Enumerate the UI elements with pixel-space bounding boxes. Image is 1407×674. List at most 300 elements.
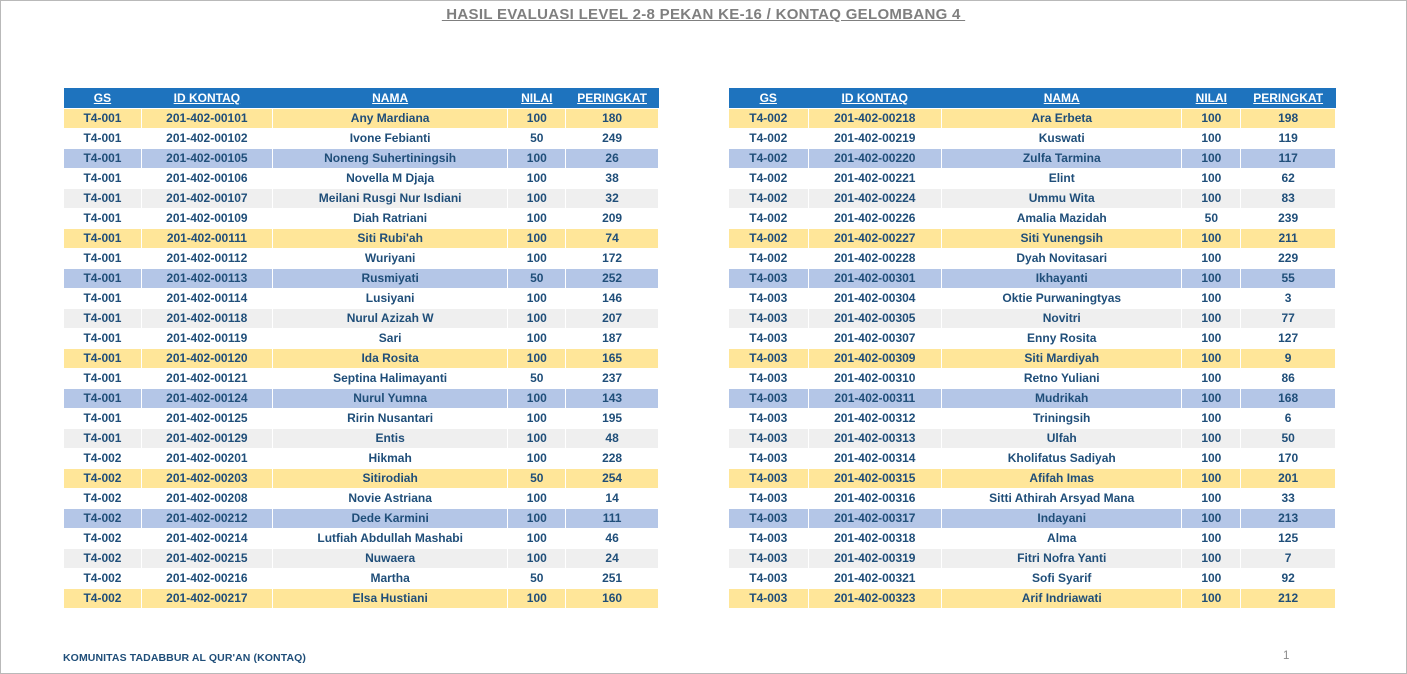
cell-gs: T4-002 (729, 168, 809, 188)
cell-id-kontaq: 201-402-00321 (808, 568, 942, 588)
table-row (64, 348, 659, 368)
cell-nilai: 100 (508, 448, 566, 468)
cell-nama: Elint (942, 168, 1182, 188)
cell-nama: Arif Indriawati (942, 588, 1182, 608)
cell-peringkat: 50 (1241, 428, 1336, 448)
cell-id-kontaq: 201-402-00218 (808, 108, 942, 128)
cell-nama: Meilani Rusgi Nur Isdiani (272, 188, 508, 208)
cell-nilai: 100 (508, 328, 566, 348)
cell-peringkat: 146 (566, 288, 659, 308)
cell-gs: T4-003 (729, 428, 809, 448)
column-header-gs: GS (729, 88, 809, 108)
cell-nama: Triningsih (942, 408, 1182, 428)
cell-peringkat: 252 (566, 268, 659, 288)
table-row (729, 328, 1336, 348)
table-row (729, 348, 1336, 368)
cell-gs: T4-003 (729, 308, 809, 328)
cell-peringkat: 211 (1241, 228, 1336, 248)
cell-id-kontaq: 201-402-00107 (141, 188, 272, 208)
cell-nilai: 100 (1182, 128, 1241, 148)
cell-gs: T4-003 (729, 368, 809, 388)
cell-id-kontaq: 201-402-00226 (808, 208, 942, 228)
table-row (729, 148, 1336, 168)
cell-nama: Siti Rubi'ah (272, 228, 508, 248)
column-header-nama: NAMA (942, 88, 1182, 108)
cell-id-kontaq: 201-402-00219 (808, 128, 942, 148)
cell-nama: Novitri (942, 308, 1182, 328)
cell-nama: Diah Ratriani (272, 208, 508, 228)
cell-nilai: 100 (508, 168, 566, 188)
cell-peringkat: 9 (1241, 348, 1336, 368)
cell-gs: T4-001 (64, 108, 142, 128)
cell-id-kontaq: 201-402-00227 (808, 228, 942, 248)
cell-gs: T4-003 (729, 388, 809, 408)
table-row (64, 148, 659, 168)
page-title: HASIL EVALUASI LEVEL 2-8 PEKAN KE-16 / KONTAQ GELOMBANG 4 (441, 6, 966, 23)
cell-peringkat: 7 (1241, 548, 1336, 568)
cell-id-kontaq: 201-402-00102 (141, 128, 272, 148)
cell-nilai: 100 (508, 288, 566, 308)
table-row (729, 528, 1336, 548)
cell-id-kontaq: 201-402-00307 (808, 328, 942, 348)
cell-id-kontaq: 201-402-00214 (141, 528, 272, 548)
cell-nilai: 100 (1182, 468, 1241, 488)
cell-peringkat: 119 (1241, 128, 1336, 148)
cell-peringkat: 160 (566, 588, 659, 608)
cell-nama: Kuswati (942, 128, 1182, 148)
table-row (64, 548, 659, 568)
table-row (729, 108, 1336, 128)
cell-nama: Ivone Febianti (272, 128, 508, 148)
table-row (729, 588, 1336, 608)
cell-gs: T4-002 (729, 128, 809, 148)
table-row (729, 228, 1336, 248)
table-row (64, 528, 659, 548)
cell-peringkat: 195 (566, 408, 659, 428)
cell-nama: Retno Yuliani (942, 368, 1182, 388)
cell-nama: Entis (272, 428, 508, 448)
cell-gs: T4-003 (729, 528, 809, 548)
cell-peringkat: 127 (1241, 328, 1336, 348)
cell-id-kontaq: 201-402-00314 (808, 448, 942, 468)
cell-peringkat: 239 (1241, 208, 1336, 228)
table-row (64, 488, 659, 508)
cell-gs: T4-002 (64, 548, 142, 568)
cell-nilai: 100 (508, 108, 566, 128)
cell-gs: T4-002 (729, 208, 809, 228)
cell-gs: T4-001 (64, 288, 142, 308)
page-number: 1 (1283, 650, 1290, 662)
cell-nama: Indayani (942, 508, 1182, 528)
cell-id-kontaq: 201-402-00215 (141, 548, 272, 568)
cell-gs: T4-001 (64, 328, 142, 348)
cell-nilai: 100 (1182, 268, 1241, 288)
cell-nama: Novella M Djaja (272, 168, 508, 188)
cell-id-kontaq: 201-402-00316 (808, 488, 942, 508)
cell-nama: Sitti Athirah Arsyad Mana (942, 488, 1182, 508)
cell-gs: T4-001 (64, 228, 142, 248)
table-row (64, 208, 659, 228)
cell-nama: Enny Rosita (942, 328, 1182, 348)
cell-gs: T4-002 (729, 188, 809, 208)
cell-id-kontaq: 201-402-00203 (141, 468, 272, 488)
table-row (64, 408, 659, 428)
column-header-peringkat: PERINGKAT (1241, 88, 1336, 108)
cell-nilai: 100 (1182, 328, 1241, 348)
cell-gs: T4-002 (64, 588, 142, 608)
cell-gs: T4-001 (64, 128, 142, 148)
cell-id-kontaq: 201-402-00101 (141, 108, 272, 128)
cell-peringkat: 172 (566, 248, 659, 268)
cell-peringkat: 212 (1241, 588, 1336, 608)
column-header-id-kontaq: ID KONTAQ (808, 88, 942, 108)
table-row (729, 428, 1336, 448)
cell-id-kontaq: 201-402-00319 (808, 548, 942, 568)
cell-nama: Rusmiyati (272, 268, 508, 288)
table-row (64, 568, 659, 588)
cell-nilai: 100 (508, 188, 566, 208)
cell-nilai: 100 (508, 348, 566, 368)
cell-id-kontaq: 201-402-00216 (141, 568, 272, 588)
cell-nilai: 100 (1182, 428, 1241, 448)
cell-nilai: 50 (508, 128, 566, 148)
cell-nilai: 100 (508, 308, 566, 328)
cell-peringkat: 228 (566, 448, 659, 468)
cell-peringkat: 14 (566, 488, 659, 508)
cell-nilai: 100 (1182, 388, 1241, 408)
cell-id-kontaq: 201-402-00323 (808, 588, 942, 608)
table-row (729, 488, 1336, 508)
cell-id-kontaq: 201-402-00315 (808, 468, 942, 488)
cell-peringkat: 48 (566, 428, 659, 448)
cell-nama: Sofi Syarif (942, 568, 1182, 588)
cell-id-kontaq: 201-402-00212 (141, 508, 272, 528)
cell-nilai: 100 (1182, 308, 1241, 328)
cell-id-kontaq: 201-402-00301 (808, 268, 942, 288)
cell-nama: Ikhayanti (942, 268, 1182, 288)
cell-gs: T4-003 (729, 328, 809, 348)
cell-nilai: 100 (1182, 368, 1241, 388)
cell-id-kontaq: 201-402-00310 (808, 368, 942, 388)
cell-peringkat: 92 (1241, 568, 1336, 588)
cell-peringkat: 86 (1241, 368, 1336, 388)
table-row (64, 588, 659, 608)
cell-id-kontaq: 201-402-00217 (141, 588, 272, 608)
cell-gs: T4-001 (64, 348, 142, 368)
cell-gs: T4-001 (64, 268, 142, 288)
table-row (729, 548, 1336, 568)
table-row (729, 388, 1336, 408)
cell-gs: T4-003 (729, 268, 809, 288)
cell-gs: T4-001 (64, 388, 142, 408)
table-row (729, 568, 1336, 588)
cell-id-kontaq: 201-402-00129 (141, 428, 272, 448)
cell-nilai: 100 (1182, 588, 1241, 608)
cell-nama: Ririn Nusantari (272, 408, 508, 428)
cell-gs: T4-001 (64, 428, 142, 448)
cell-nama: Noneng Suhertiningsih (272, 148, 508, 168)
table-row (64, 168, 659, 188)
table-row (64, 268, 659, 288)
cell-peringkat: 143 (566, 388, 659, 408)
cell-nama: Dyah Novitasari (942, 248, 1182, 268)
table-row (64, 248, 659, 268)
cell-gs: T4-003 (729, 588, 809, 608)
cell-nilai: 50 (508, 268, 566, 288)
table-row (64, 188, 659, 208)
cell-nilai: 100 (508, 488, 566, 508)
cell-id-kontaq: 201-402-00305 (808, 308, 942, 328)
table-row (64, 368, 659, 388)
cell-nilai: 100 (1182, 228, 1241, 248)
cell-nama: Lusiyani (272, 288, 508, 308)
cell-peringkat: 209 (566, 208, 659, 228)
cell-peringkat: 249 (566, 128, 659, 148)
table-row (64, 328, 659, 348)
cell-nama: Amalia Mazidah (942, 208, 1182, 228)
cell-nilai: 100 (1182, 528, 1241, 548)
table-row (64, 288, 659, 308)
cell-nama: Afifah Imas (942, 468, 1182, 488)
table-row (729, 168, 1336, 188)
cell-nilai: 50 (508, 468, 566, 488)
cell-nilai: 100 (508, 408, 566, 428)
cell-nama: Siti Mardiyah (942, 348, 1182, 368)
cell-nilai: 100 (508, 528, 566, 548)
results-table-right (728, 88, 1336, 609)
cell-nilai: 100 (508, 388, 566, 408)
cell-nama: Ida Rosita (272, 348, 508, 368)
table-row (64, 448, 659, 468)
cell-id-kontaq: 201-402-00124 (141, 388, 272, 408)
cell-nilai: 100 (508, 248, 566, 268)
cell-gs: T4-003 (729, 288, 809, 308)
cell-nama: Nurul Azizah W (272, 308, 508, 328)
cell-nama: Novie Astriana (272, 488, 508, 508)
cell-nilai: 100 (1182, 148, 1241, 168)
cell-nama: Sari (272, 328, 508, 348)
table-row (729, 248, 1336, 268)
cell-nilai: 100 (1182, 448, 1241, 468)
table-row (729, 508, 1336, 528)
cell-nilai: 100 (508, 228, 566, 248)
cell-nama: Ara Erbeta (942, 108, 1182, 128)
cell-id-kontaq: 201-402-00106 (141, 168, 272, 188)
cell-gs: T4-001 (64, 368, 142, 388)
cell-id-kontaq: 201-402-00119 (141, 328, 272, 348)
cell-id-kontaq: 201-402-00208 (141, 488, 272, 508)
column-header-nilai: NILAI (508, 88, 566, 108)
cell-peringkat: 187 (566, 328, 659, 348)
cell-gs: T4-002 (64, 568, 142, 588)
column-header-id-kontaq: ID KONTAQ (141, 88, 272, 108)
table-row (729, 368, 1336, 388)
cell-nama: Martha (272, 568, 508, 588)
cell-gs: T4-003 (729, 408, 809, 428)
cell-peringkat: 83 (1241, 188, 1336, 208)
cell-peringkat: 111 (566, 508, 659, 528)
cell-id-kontaq: 201-402-00221 (808, 168, 942, 188)
cell-gs: T4-003 (729, 568, 809, 588)
cell-id-kontaq: 201-402-00309 (808, 348, 942, 368)
cell-nama: Ulfah (942, 428, 1182, 448)
table-row (729, 208, 1336, 228)
cell-gs: T4-001 (64, 408, 142, 428)
cell-id-kontaq: 201-402-00318 (808, 528, 942, 548)
cell-gs: T4-003 (729, 348, 809, 368)
cell-peringkat: 3 (1241, 288, 1336, 308)
header-row (64, 88, 659, 108)
cell-gs: T4-002 (729, 148, 809, 168)
cell-id-kontaq: 201-402-00113 (141, 268, 272, 288)
cell-nama: Nuwaera (272, 548, 508, 568)
cell-nama: Fitri Nofra Yanti (942, 548, 1182, 568)
cell-gs: T4-002 (64, 468, 142, 488)
cell-nilai: 100 (508, 548, 566, 568)
cell-nama: Hikmah (272, 448, 508, 468)
cell-gs: T4-002 (729, 228, 809, 248)
cell-nilai: 100 (1182, 288, 1241, 308)
cell-nama: Nurul Yumna (272, 388, 508, 408)
cell-id-kontaq: 201-402-00114 (141, 288, 272, 308)
cell-id-kontaq: 201-402-00312 (808, 408, 942, 428)
cell-peringkat: 125 (1241, 528, 1336, 548)
cell-nilai: 100 (508, 428, 566, 448)
cell-peringkat: 201 (1241, 468, 1336, 488)
cell-nilai: 100 (508, 208, 566, 228)
cell-id-kontaq: 201-402-00304 (808, 288, 942, 308)
cell-nama: Elsa Hustiani (272, 588, 508, 608)
cell-peringkat: 33 (1241, 488, 1336, 508)
cell-peringkat: 55 (1241, 268, 1336, 288)
cell-nilai: 100 (1182, 348, 1241, 368)
cell-peringkat: 24 (566, 548, 659, 568)
cell-gs: T4-001 (64, 248, 142, 268)
cell-gs: T4-001 (64, 148, 142, 168)
cell-peringkat: 168 (1241, 388, 1336, 408)
cell-peringkat: 254 (566, 468, 659, 488)
cell-id-kontaq: 201-402-00121 (141, 368, 272, 388)
cell-nama: Septina Halimayanti (272, 368, 508, 388)
cell-peringkat: 117 (1241, 148, 1336, 168)
cell-gs: T4-003 (729, 468, 809, 488)
cell-nama: Lutfiah Abdullah Mashabi (272, 528, 508, 548)
table-row (64, 308, 659, 328)
cell-id-kontaq: 201-402-00228 (808, 248, 942, 268)
cell-peringkat: 38 (566, 168, 659, 188)
cell-nilai: 100 (508, 508, 566, 528)
cell-id-kontaq: 201-402-00112 (141, 248, 272, 268)
table-row (729, 268, 1336, 288)
table-row (64, 128, 659, 148)
cell-nama: Sitirodiah (272, 468, 508, 488)
cell-id-kontaq: 201-402-00111 (141, 228, 272, 248)
cell-nama: Mudrikah (942, 388, 1182, 408)
cell-nilai: 50 (508, 368, 566, 388)
cell-gs: T4-003 (729, 488, 809, 508)
cell-peringkat: 62 (1241, 168, 1336, 188)
cell-nilai: 100 (1182, 168, 1241, 188)
cell-gs: T4-002 (64, 508, 142, 528)
cell-gs: T4-002 (64, 528, 142, 548)
cell-gs: T4-001 (64, 168, 142, 188)
cell-gs: T4-003 (729, 548, 809, 568)
cell-nilai: 100 (1182, 408, 1241, 428)
table-row (64, 228, 659, 248)
cell-peringkat: 165 (566, 348, 659, 368)
cell-peringkat: 213 (1241, 508, 1336, 528)
cell-nama: Siti Yunengsih (942, 228, 1182, 248)
cell-id-kontaq: 201-402-00105 (141, 148, 272, 168)
cell-peringkat: 46 (566, 528, 659, 548)
cell-nama: Alma (942, 528, 1182, 548)
cell-peringkat: 170 (1241, 448, 1336, 468)
cell-id-kontaq: 201-402-00220 (808, 148, 942, 168)
table-row (64, 468, 659, 488)
column-header-nama: NAMA (272, 88, 508, 108)
cell-nama: Any Mardiana (272, 108, 508, 128)
cell-nilai: 50 (1182, 208, 1241, 228)
cell-peringkat: 207 (566, 308, 659, 328)
cell-gs: T4-001 (64, 208, 142, 228)
cell-peringkat: 77 (1241, 308, 1336, 328)
cell-nama: Ummu Wita (942, 188, 1182, 208)
cell-nilai: 100 (1182, 568, 1241, 588)
cell-gs: T4-002 (64, 448, 142, 468)
cell-id-kontaq: 201-402-00317 (808, 508, 942, 528)
cell-peringkat: 26 (566, 148, 659, 168)
cell-nilai: 100 (508, 588, 566, 608)
cell-peringkat: 237 (566, 368, 659, 388)
cell-id-kontaq: 201-402-00118 (141, 308, 272, 328)
cell-peringkat: 180 (566, 108, 659, 128)
cell-id-kontaq: 201-402-00311 (808, 388, 942, 408)
table-row (64, 508, 659, 528)
cell-nama: Kholifatus Sadiyah (942, 448, 1182, 468)
table-row (64, 108, 659, 128)
cell-id-kontaq: 201-402-00313 (808, 428, 942, 448)
cell-peringkat: 251 (566, 568, 659, 588)
cell-peringkat: 32 (566, 188, 659, 208)
results-table-left (63, 88, 659, 609)
cell-nilai: 50 (508, 568, 566, 588)
column-header-nilai: NILAI (1182, 88, 1241, 108)
cell-id-kontaq: 201-402-00125 (141, 408, 272, 428)
footer-org-name: KOMUNITAS TADABBUR AL QUR'AN (KONTAQ) (63, 652, 307, 664)
table-row (64, 428, 659, 448)
table-row (64, 388, 659, 408)
table-row (729, 468, 1336, 488)
cell-gs: T4-001 (64, 188, 142, 208)
cell-nilai: 100 (1182, 188, 1241, 208)
cell-nama: Dede Karmini (272, 508, 508, 528)
cell-nama: Oktie Purwaningtyas (942, 288, 1182, 308)
cell-nilai: 100 (1182, 508, 1241, 528)
cell-peringkat: 229 (1241, 248, 1336, 268)
cell-gs: T4-002 (64, 488, 142, 508)
table-row (729, 188, 1336, 208)
cell-nilai: 100 (1182, 548, 1241, 568)
cell-gs: T4-001 (64, 308, 142, 328)
column-header-gs: GS (64, 88, 142, 108)
table-row (729, 288, 1336, 308)
cell-nilai: 100 (508, 148, 566, 168)
cell-nama: Wuriyani (272, 248, 508, 268)
cell-gs: T4-003 (729, 448, 809, 468)
cell-peringkat: 74 (566, 228, 659, 248)
table-row (729, 308, 1336, 328)
cell-nilai: 100 (1182, 108, 1241, 128)
